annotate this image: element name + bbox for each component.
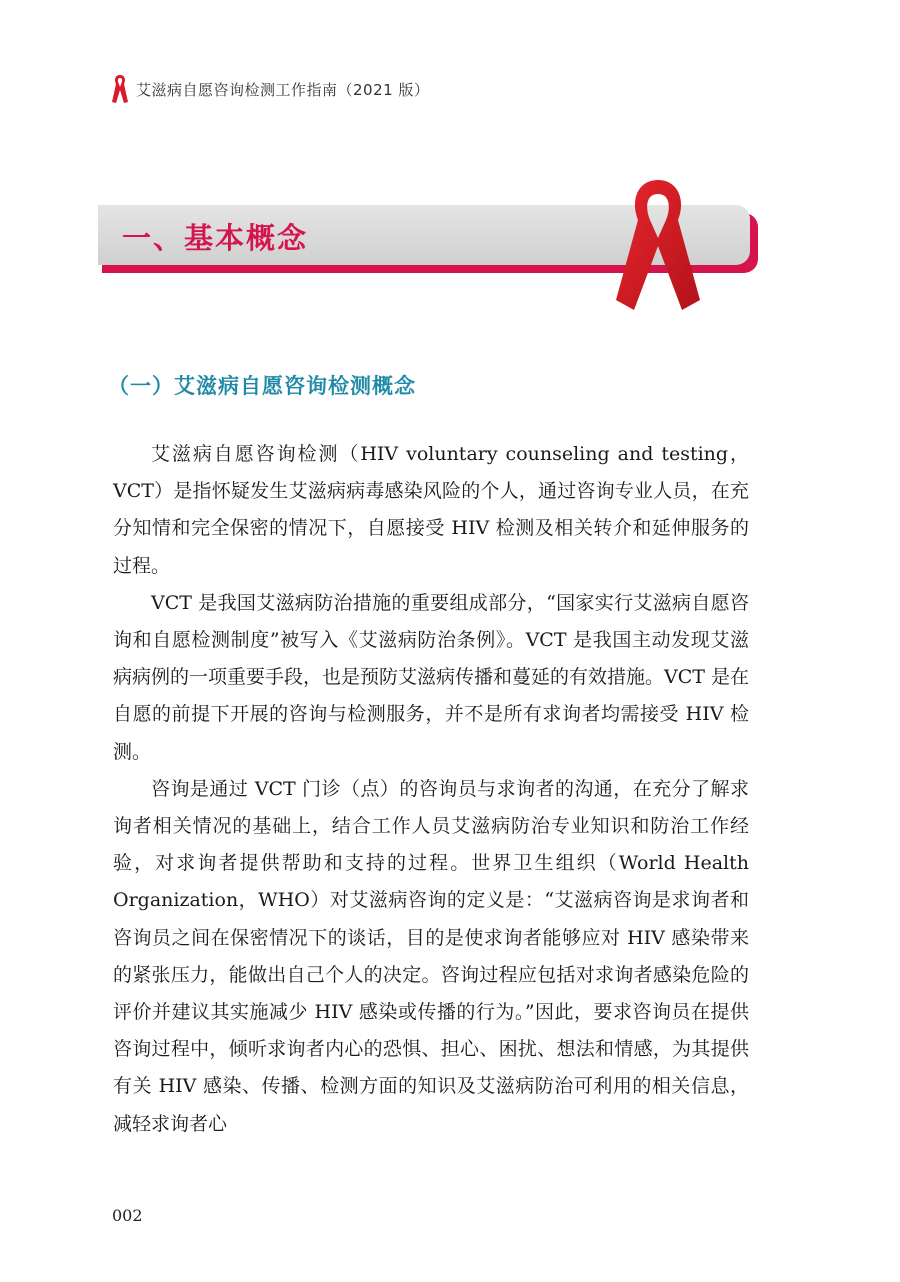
running-header-title: 艾滋病自愿咨询检测工作指南（2021 版）: [136, 80, 430, 99]
chapter-title: 一、基本概念: [122, 221, 309, 255]
paragraph: 咨询是通过 VCT 门诊（点）的咨询员与求询者的沟通，在充分了解求询者相关情况的基础上，结合工作人员艾滋病防治专业知识和防治工作经验，对求询者提供帮助和支持的过程。世界卫生组织（World Health Organization，WHO）对艾滋病咨询的定义是：“艾滋病咨询是求询者和咨询员之间在保密情况下的谈话，目的是使求询者能够应对 HIV 感染带来的紧张压力，能做出自己个人的决定。咨询过程应包括对求询者感染危险的评价并建议其实施减少 HIV 感染或传播的行为。”因此，要求咨询员在提供咨询过程中，倾听求询者内心的恐惧、担心、困扰、想法和情感，为其提供有关 HIV 感染、传播、检测方面的知识及艾滋病防治可利用的相关信息，减轻求询者心: [113, 777, 749, 1135]
running-header: [110, 72, 429, 106]
section-heading: （一）艾滋病自愿咨询检测概念: [108, 374, 416, 398]
paragraph: 艾滋病自愿咨询检测（HIV voluntary counseling and testing，VCT）是指怀疑发生艾滋病病毒感染风险的个人，通过咨询专业人员，在充分知情和完全保密的情况下，自愿接受 HIV 检测及相关转介和延伸服务的过程。: [113, 443, 749, 577]
red-ribbon-icon: [110, 73, 130, 105]
red-ribbon-icon: [608, 176, 708, 322]
paragraph: VCT 是我国艾滋病防治措施的重要组成部分，“国家实行艾滋病自愿咨询和自愿检测制度”被写入《艾滋病防治条例》。VCT 是我国主动发现艾滋病病例的一项重要手段，也是预防艾滋病传播和蔓延的有效措施。VCT 是在自愿的前提下开展的咨询与检测服务，并不是所有求询者均需接受 HIV 检测。: [113, 591, 749, 763]
body-text: [113, 436, 749, 1143]
page-number: 002: [112, 1206, 143, 1225]
